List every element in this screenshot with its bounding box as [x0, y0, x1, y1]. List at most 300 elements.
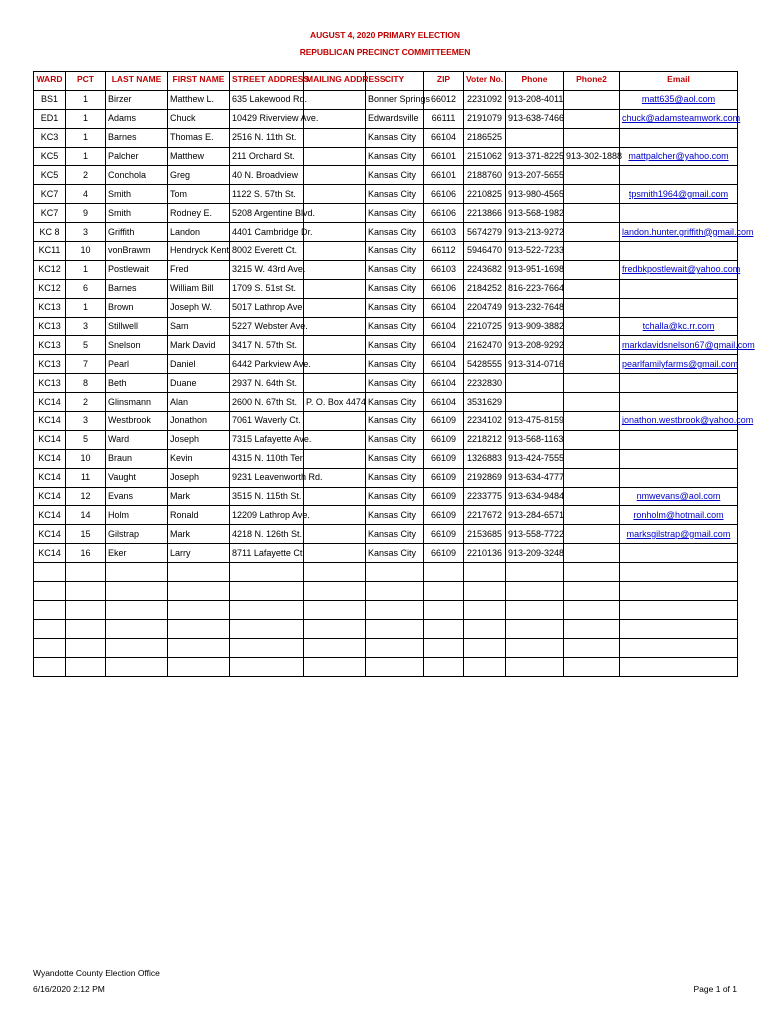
empty-row [34, 582, 738, 601]
table-cell: Ronald [168, 506, 230, 525]
table-row [34, 506, 738, 525]
table-cell [564, 430, 620, 449]
table-cell: 5208 Argentine Blvd. [230, 204, 304, 223]
table-cell: 66104 [424, 355, 464, 374]
table-cell [564, 109, 620, 128]
table-cell: KC13 [34, 374, 66, 393]
table-cell: Joseph W. [168, 298, 230, 317]
table-cell: Eker [106, 544, 168, 563]
table-row [34, 317, 738, 336]
table-cell [304, 185, 366, 204]
column-header: STREET ADDRESS [230, 72, 304, 91]
table-cell [564, 185, 620, 204]
email-link[interactable]: tpsmith1964@gmail.com [620, 185, 738, 204]
table-cell: 2234102 [464, 412, 506, 431]
table-cell: 913-207-5655 [506, 166, 564, 185]
empty-row [34, 657, 738, 676]
table-cell: 1 [66, 128, 106, 147]
table-cell: 2186525 [464, 128, 506, 147]
table-cell [564, 166, 620, 185]
table-cell: Matthew [168, 147, 230, 166]
table-cell [564, 506, 620, 525]
table-cell [304, 506, 366, 525]
table-cell [564, 128, 620, 147]
table-cell: Palcher [106, 147, 168, 166]
empty-cell [564, 582, 620, 601]
empty-cell [66, 638, 106, 657]
table-cell: 2192869 [464, 468, 506, 487]
column-header: WARD [34, 72, 66, 91]
empty-cell [66, 582, 106, 601]
table-cell: P. O. Box 4474 [304, 393, 366, 412]
table-cell: vonBrawm [106, 242, 168, 261]
table-row [34, 412, 738, 431]
empty-cell [464, 582, 506, 601]
table-cell: 1122 S. 57th St. [230, 185, 304, 204]
table-cell: BS1 [34, 90, 66, 109]
empty-cell [168, 657, 230, 676]
table-cell: 9231 Leavenworth Rd. [230, 468, 304, 487]
table-cell: 3417 N. 57th St. [230, 336, 304, 355]
table-cell: Duane [168, 374, 230, 393]
table-row [34, 374, 738, 393]
table-cell [564, 336, 620, 355]
table-cell: Joseph [168, 468, 230, 487]
table-cell: 66103 [424, 260, 464, 279]
empty-cell [106, 582, 168, 601]
table-cell: 10429 Riverview Ave. [230, 109, 304, 128]
empty-cell [230, 563, 304, 582]
table-cell [506, 374, 564, 393]
table-cell: Larry [168, 544, 230, 563]
empty-cell [564, 619, 620, 638]
table-cell: Mark [168, 487, 230, 506]
table-cell: 2191079 [464, 109, 506, 128]
table-cell: 2188760 [464, 166, 506, 185]
table-cell: Kansas City [366, 204, 424, 223]
table-cell: Barnes [106, 128, 168, 147]
email-link [620, 449, 738, 468]
column-header: Email [620, 72, 738, 91]
table-cell [564, 525, 620, 544]
table-cell [304, 279, 366, 298]
table-cell: Kansas City [366, 449, 424, 468]
table-cell: 3 [66, 223, 106, 242]
footer-timestamp: 6/16/2020 2:12 PM [33, 984, 105, 994]
table-cell [564, 374, 620, 393]
empty-cell [366, 657, 424, 676]
table-cell: 913-638-7466 [506, 109, 564, 128]
table-cell: 66104 [424, 298, 464, 317]
table-cell: Fred [168, 260, 230, 279]
table-cell: Kansas City [366, 147, 424, 166]
table-cell [304, 412, 366, 431]
email-link [620, 298, 738, 317]
column-header: ZIP [424, 72, 464, 91]
table-cell: Snelson [106, 336, 168, 355]
email-link[interactable]: marksgilstrap@gmail.com [620, 525, 738, 544]
table-cell [304, 374, 366, 393]
table-cell: Landon [168, 223, 230, 242]
empty-cell [34, 657, 66, 676]
table-row [34, 430, 738, 449]
table-cell: 3215 W. 43rd Ave. [230, 260, 304, 279]
column-header: LAST NAME [106, 72, 168, 91]
table-cell: KC13 [34, 336, 66, 355]
table-cell: 2204749 [464, 298, 506, 317]
table-cell [304, 525, 366, 544]
table-cell: 66109 [424, 487, 464, 506]
committeemen-table [33, 71, 755, 677]
table-row [34, 223, 738, 242]
table-cell: KC7 [34, 204, 66, 223]
table-cell [564, 544, 620, 563]
table-cell: Kansas City [366, 279, 424, 298]
table-row [34, 260, 738, 279]
table-cell: KC14 [34, 412, 66, 431]
table-cell: KC14 [34, 506, 66, 525]
table-cell: Holm [106, 506, 168, 525]
table-cell [564, 242, 620, 261]
table-cell: 66112 [424, 242, 464, 261]
table-cell [564, 355, 620, 374]
table-cell: KC14 [34, 487, 66, 506]
table-row [34, 185, 738, 204]
table-row [34, 298, 738, 317]
table-cell: Matthew L. [168, 90, 230, 109]
empty-cell [424, 582, 464, 601]
table-row [34, 242, 738, 261]
empty-cell [366, 619, 424, 638]
table-cell [304, 128, 366, 147]
table-cell: KC13 [34, 355, 66, 374]
empty-cell [230, 600, 304, 619]
table-cell: Kansas City [366, 487, 424, 506]
table-cell: 913-522-7233 [506, 242, 564, 261]
table-cell: 3531629 [464, 393, 506, 412]
table-cell: 66101 [424, 166, 464, 185]
table-cell: 16 [66, 544, 106, 563]
empty-row [34, 619, 738, 638]
table-cell: 9 [66, 204, 106, 223]
table-cell: Kansas City [366, 430, 424, 449]
table-cell: 635 Lakewood Rd. [230, 90, 304, 109]
table-cell: 66104 [424, 374, 464, 393]
table-cell: Alan [168, 393, 230, 412]
table-cell: Westbrook [106, 412, 168, 431]
table-cell: 913-558-7722 [506, 525, 564, 544]
email-link[interactable]: fredbkpostlewait@yahoo.com [620, 260, 738, 279]
table-cell: Smith [106, 204, 168, 223]
table-cell: Kansas City [366, 525, 424, 544]
table-cell: 66109 [424, 525, 464, 544]
table-cell: KC11 [34, 242, 66, 261]
table-row [34, 204, 738, 223]
table-cell: Rodney E. [168, 204, 230, 223]
column-header: Phone [506, 72, 564, 91]
table-cell: 2243682 [464, 260, 506, 279]
table-cell: 2210136 [464, 544, 506, 563]
table-cell: 66101 [424, 147, 464, 166]
table-cell: Hendryck Kent [168, 242, 230, 261]
table-cell: 4315 N. 110th Ter. [230, 449, 304, 468]
table-cell [304, 260, 366, 279]
table-cell: 7 [66, 355, 106, 374]
table-cell: Brown [106, 298, 168, 317]
table-cell [304, 487, 366, 506]
table-cell: KC14 [34, 525, 66, 544]
table-cell: 211 Orchard St. [230, 147, 304, 166]
table-cell: 66109 [424, 544, 464, 563]
table-cell: 2600 N. 67th St. [230, 393, 304, 412]
table-row [34, 90, 738, 109]
email-link[interactable]: matt635@aol.com [620, 90, 738, 109]
table-cell: Greg [168, 166, 230, 185]
table-cell: 913-568-1982 [506, 204, 564, 223]
table-cell: Kansas City [366, 544, 424, 563]
table-cell: Kansas City [366, 128, 424, 147]
empty-cell [506, 638, 564, 657]
empty-cell [66, 657, 106, 676]
table-cell: 66012 [424, 90, 464, 109]
table-cell: Smith [106, 185, 168, 204]
table-cell: Ward [106, 430, 168, 449]
empty-cell [366, 600, 424, 619]
table-cell: 2937 N. 64th St. [230, 374, 304, 393]
table-cell: 2233775 [464, 487, 506, 506]
table-cell: KC14 [34, 544, 66, 563]
email-link[interactable]: markdavidsnelson67@gmail.com [620, 336, 738, 355]
table-row [34, 109, 738, 128]
empty-cell [424, 638, 464, 657]
table-cell: Kansas City [366, 260, 424, 279]
table-cell: ED1 [34, 109, 66, 128]
table-cell: Kansas City [366, 223, 424, 242]
table-cell: KC3 [34, 128, 66, 147]
empty-cell [168, 619, 230, 638]
empty-cell [34, 638, 66, 657]
table-cell: KC5 [34, 166, 66, 185]
table-cell: Kansas City [366, 393, 424, 412]
email-link[interactable]: jonathon.westbrook@yahoo.com [620, 412, 738, 431]
table-cell: 6 [66, 279, 106, 298]
empty-cell [304, 600, 366, 619]
table-cell [304, 166, 366, 185]
table-cell: 66103 [424, 223, 464, 242]
table-cell: Joseph [168, 430, 230, 449]
table-row [34, 525, 738, 544]
empty-cell [66, 600, 106, 619]
table-cell: 40 N. Broadview [230, 166, 304, 185]
table-cell: KC 8 [34, 223, 66, 242]
table-cell: KC14 [34, 393, 66, 412]
table-cell: 2151062 [464, 147, 506, 166]
table-cell: 1 [66, 90, 106, 109]
empty-cell [106, 657, 168, 676]
empty-cell [424, 563, 464, 582]
email-link[interactable]: nmwevans@aol.com [620, 487, 738, 506]
table-cell: 2218212 [464, 430, 506, 449]
email-link[interactable]: tchalla@kc.rr.com [620, 317, 738, 336]
table-cell [564, 487, 620, 506]
table-cell: 66109 [424, 449, 464, 468]
empty-cell [366, 638, 424, 657]
table-cell: 8 [66, 374, 106, 393]
table-cell: KC5 [34, 147, 66, 166]
empty-cell [304, 619, 366, 638]
empty-cell [304, 657, 366, 676]
table-cell: 913-371-8225 [506, 147, 564, 166]
empty-cell [106, 563, 168, 582]
table-cell: 2 [66, 393, 106, 412]
table-cell: 913-568-1163 [506, 430, 564, 449]
table-cell: Adams [106, 109, 168, 128]
table-cell [564, 90, 620, 109]
table-cell: 2210825 [464, 185, 506, 204]
table-cell: Edwardsville [366, 109, 424, 128]
empty-cell [230, 582, 304, 601]
table-cell: 11 [66, 468, 106, 487]
table-cell: 66104 [424, 128, 464, 147]
table-cell: Griffith [106, 223, 168, 242]
table-cell: 3 [66, 317, 106, 336]
table-cell [564, 449, 620, 468]
table-cell [564, 468, 620, 487]
empty-cell [564, 638, 620, 657]
empty-cell [506, 600, 564, 619]
email-link[interactable]: ronholm@hotmail.com [620, 506, 738, 525]
table-cell [564, 393, 620, 412]
table-cell: Kansas City [366, 185, 424, 204]
table-cell: 66104 [424, 317, 464, 336]
table-cell: 10 [66, 242, 106, 261]
table-cell: Kansas City [366, 298, 424, 317]
table-cell: 8711 Lafayette Ct. [230, 544, 304, 563]
email-link [620, 204, 738, 223]
table-cell: 5 [66, 430, 106, 449]
table-cell [304, 544, 366, 563]
email-link[interactable]: landon.hunter.griffith@gmail.com [620, 223, 738, 242]
table-cell: 913-980-4565 [506, 185, 564, 204]
table-cell: 2 [66, 166, 106, 185]
table-cell: 66106 [424, 279, 464, 298]
empty-cell [230, 638, 304, 657]
table-cell: 1326883 [464, 449, 506, 468]
email-link [620, 166, 738, 185]
table-cell: KC14 [34, 449, 66, 468]
table-cell: 1 [66, 147, 106, 166]
table-cell: 15 [66, 525, 106, 544]
email-link [620, 393, 738, 412]
table-cell: 1 [66, 260, 106, 279]
empty-cell [464, 600, 506, 619]
table-cell: 913-208-4011 [506, 90, 564, 109]
table-cell: 12209 Lathrop Ave. [230, 506, 304, 525]
header-row [34, 72, 738, 91]
table-cell: Barnes [106, 279, 168, 298]
empty-cell [464, 657, 506, 676]
table-cell [304, 355, 366, 374]
table-cell: 66109 [424, 430, 464, 449]
empty-cell [304, 638, 366, 657]
table-cell [506, 393, 564, 412]
table-cell: 913-302-1888 [564, 147, 620, 166]
email-link[interactable]: pearlfamilyfarms@gmail.com [620, 355, 738, 374]
table-cell: 10 [66, 449, 106, 468]
empty-cell [564, 657, 620, 676]
table-cell: 913-475-8159 [506, 412, 564, 431]
empty-row [34, 563, 738, 582]
table-cell: 7061 Waverly Ct. [230, 412, 304, 431]
table-cell: Mark [168, 525, 230, 544]
table-cell: Beth [106, 374, 168, 393]
empty-cell [564, 563, 620, 582]
empty-cell [464, 563, 506, 582]
table-cell [304, 242, 366, 261]
table-cell: 6442 Parkview Ave. [230, 355, 304, 374]
table-cell: 5674279 [464, 223, 506, 242]
table-row [34, 393, 738, 412]
table-cell: 3 [66, 412, 106, 431]
table-cell: Birzer [106, 90, 168, 109]
table-cell [506, 128, 564, 147]
document-subtitle: REPUBLICAN PRECINCT COMMITTEEMEN [299, 47, 471, 57]
empty-cell [620, 657, 738, 676]
empty-cell [620, 619, 738, 638]
table-cell: Gilstrap [106, 525, 168, 544]
email-link[interactable]: mattpalcher@yahoo.com [620, 147, 738, 166]
email-link[interactable]: chuck@adamsteamwork.com [620, 109, 738, 128]
table-cell: Thomas E. [168, 128, 230, 147]
table-cell: Kansas City [366, 336, 424, 355]
empty-cell [168, 582, 230, 601]
table-cell: 4 [66, 185, 106, 204]
table-cell: KC14 [34, 430, 66, 449]
empty-cell [464, 638, 506, 657]
empty-cell [106, 619, 168, 638]
table-cell: Kansas City [366, 242, 424, 261]
table-cell: Chuck [168, 109, 230, 128]
column-header: MAILING ADDRESS [304, 72, 366, 91]
email-link [620, 242, 738, 261]
table-cell [564, 223, 620, 242]
table-cell: 66106 [424, 204, 464, 223]
table-cell: KC7 [34, 185, 66, 204]
table-cell: 66104 [424, 336, 464, 355]
table-cell [564, 204, 620, 223]
table-cell: Pearl [106, 355, 168, 374]
table-cell: 913-208-9292 [506, 336, 564, 355]
empty-cell [66, 619, 106, 638]
table-row [34, 128, 738, 147]
empty-cell [620, 582, 738, 601]
table-cell: 66104 [424, 393, 464, 412]
email-link [620, 430, 738, 449]
empty-cell [34, 563, 66, 582]
table-cell: 5 [66, 336, 106, 355]
empty-cell [34, 619, 66, 638]
table-cell: 5428555 [464, 355, 506, 374]
table-cell [304, 90, 366, 109]
empty-cell [34, 582, 66, 601]
column-header: Phone2 [564, 72, 620, 91]
empty-cell [230, 619, 304, 638]
empty-cell [168, 600, 230, 619]
table-cell: 913-634-9484 [506, 487, 564, 506]
table-cell: 5017 Lathrop Ave. [230, 298, 304, 317]
table-cell: Kansas City [366, 412, 424, 431]
table-row [34, 147, 738, 166]
